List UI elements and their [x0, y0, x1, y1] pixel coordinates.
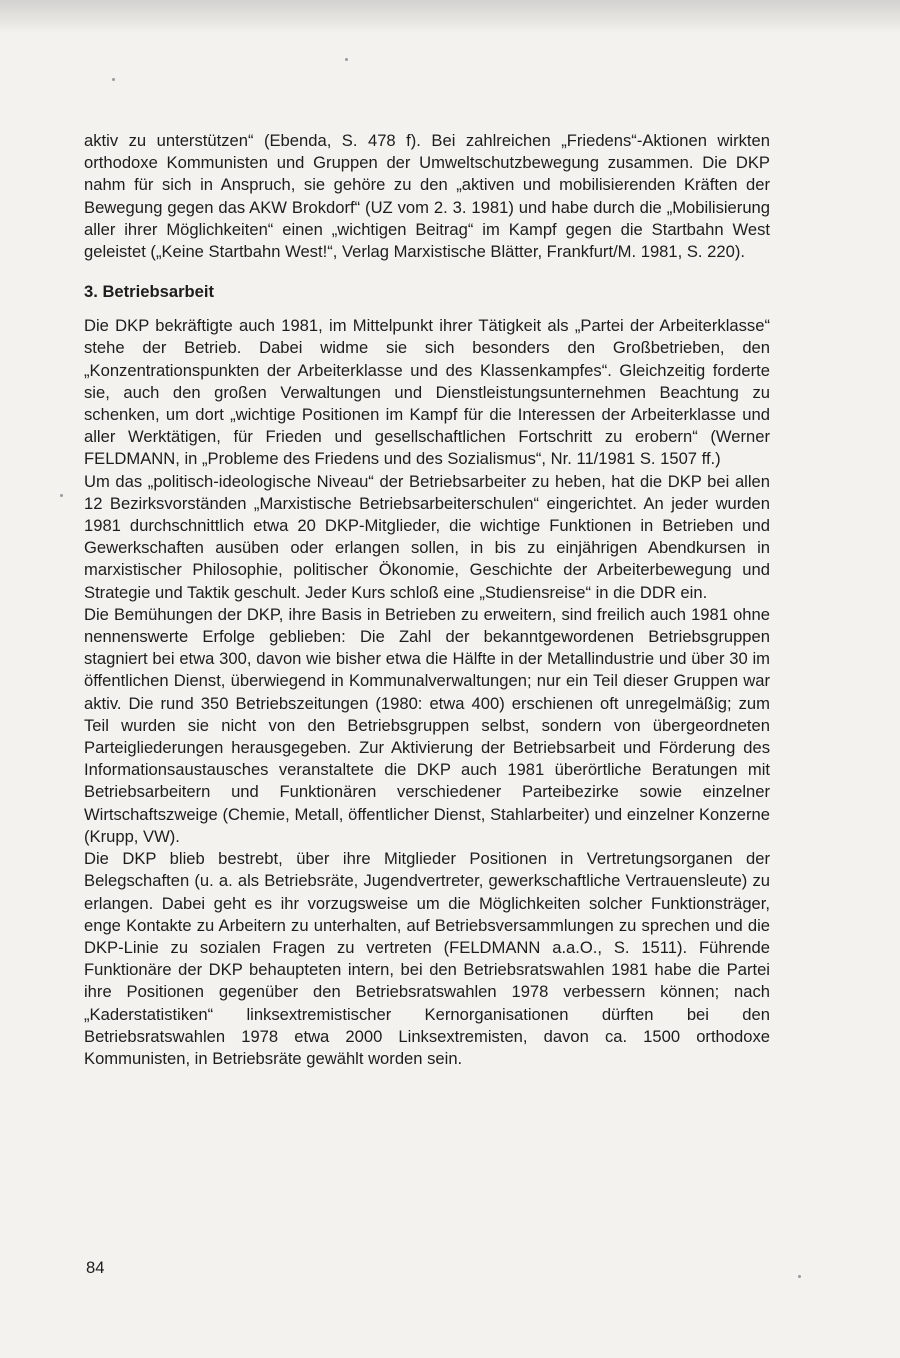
body-paragraph: Die Bemühungen der DKP, ihre Basis in Betrieben zu erweitern, sind freilich auch 1981 ohne nennenswerte Erfolge geblieben: Die Zahl der bekanntgewordenen Betriebsgruppen stagniert bei etwa 300, davon wie bisher etwa die Hälfte in der Metallindustrie und über 30 im öffentlichen Dienst, überwiegend in Kommunalverwaltungen; nur ein Teil dieser Gruppen war aktiv. Die rund 350 Betriebszeitungen (1980: etwa 400) erschienen oft unregelmäßig; zum Teil wurden sie nicht von den Betriebsgruppen selbst, sondern von übergeordneten Parteigliederungen herausgegeben. Zur Aktivierung der Betriebsarbeit und Förderung des Informationsaustausches veranstaltete die DKP auch 1981 überörtliche Beratungen mit Betriebsarbeitern und Funktionären verschiedener Parteibezirke sowie einzelner Wirtschaftszweige (Chemie, Metall, öffentlicher Dienst, Stahlarbeiter) und einzelner Konzerne (Krupp, VW). [84, 604, 770, 846]
section-heading: 3. Betriebsarbeit [84, 282, 215, 302]
scan-speck [60, 494, 63, 497]
body-paragraph: Die DKP bekräftigte auch 1981, im Mittelpunkt ihrer Tätigkeit als „Partei der Arbeiterklasse“ stehe der Betrieb. Dabei widme sie sich besonders den Großbetrieben, den „Konzentrationspunkten der Arbeiterklasse und des Klassenkampfes“. Gleichzeitig forderte sie, auch den großen Verwaltungen und Dienstleistungsunternehmen Beachtung zu schenken, um dort „wichtige Positionen im Kampf für die Interessen der Arbeiterklasse und aller Werktätigen, für Frieden und gesellschaftlichen Fortschritt zu erobern“ (Werner FELDMANN, in „Probleme des Friedens und des Sozialismus“, Nr. 11/1981 S. 1507 ff.) [84, 316, 770, 469]
page-number: 84 [86, 1258, 105, 1277]
scan-speck [345, 58, 348, 61]
body-paragraph: Die DKP blieb bestrebt, über ihre Mitglieder Positionen in Vertretungsorganen der Belegschaften (u. a. als Betriebsräte, Jugendvertreter, gewerkschaftliche Vertrauensleute) zu erlangen. Dabei geht es ihr vorzugsweise um die Möglichkeiten solcher Funktionsträger, enge Kontakte zu Arbeitern zu unterhalten, auf Betriebsversammlungen zu sprechen und die DKP-Linie zu sozialen Fragen zu vertreten (FELDMANN a.a.O., S. 1511). Führende Funktionäre der DKP behaupteten intern, bei den Betriebsratswahlen 1981 habe die Partei ihre Positionen gegenüber den Betriebsratswahlen 1978 verbessern können; nach „Kaderstatistiken“ linksextremistischer Kernorganisationen dürften bei den Betriebsratswahlen 1978 etwa 2000 Linksextremisten, davon ca. 1500 orthodoxe Kommunisten, in Betriebsräte gewählt worden sein. [84, 849, 770, 1068]
intro-paragraph: aktiv zu unterstützen“ (Ebenda, S. 478 f). Bei zahlreichen „Friedens“-Aktionen wirkten orthodoxe Kommunisten und Gruppen der Umweltschutzbewegung zusammen. Die DKP nahm für sich in Anspruch, sie gehöre zu den „aktiven und mobilisierenden Kräften der Bewegung gegen das AKW Brokdorf“ (UZ vom 2. 3. 1981) und habe durch die „Mobilisierung aller ihrer Möglichkeiten“ einen „wichtigen Beitrag“ im Kampf gegen die Startbahn West geleistet („Keine Startbahn West!“, Verlag Marxistische Blätter, Frankfurt/M. 1981, S. 220). [84, 131, 770, 262]
document-body [84, 130, 770, 1070]
scan-speck [798, 1275, 801, 1278]
scan-edge-shadow [0, 0, 900, 34]
scan-speck [112, 78, 115, 81]
body-paragraph: Um das „politisch-ideologische Niveau“ der Betriebsarbeiter zu heben, hat die DKP bei allen 12 Bezirksvorständen „Marxistische Betriebsarbeiterschulen“ eingerichtet. An jeder wurden 1981 durchschnittlich etwa 20 DKP-Mitglieder, die wichtige Funktionen in Betrieben und Gewerkschaften ausüben oder erlangen sollen, in bis zu einjährigen Abendkursen in marxistischer Philosophie, politischer Ökonomie, Geschichte der Arbeiterbewegung und Strategie und Taktik geschult. Jeder Kurs schloß eine „Studiensreise“ in die DDR ein. [84, 471, 770, 602]
